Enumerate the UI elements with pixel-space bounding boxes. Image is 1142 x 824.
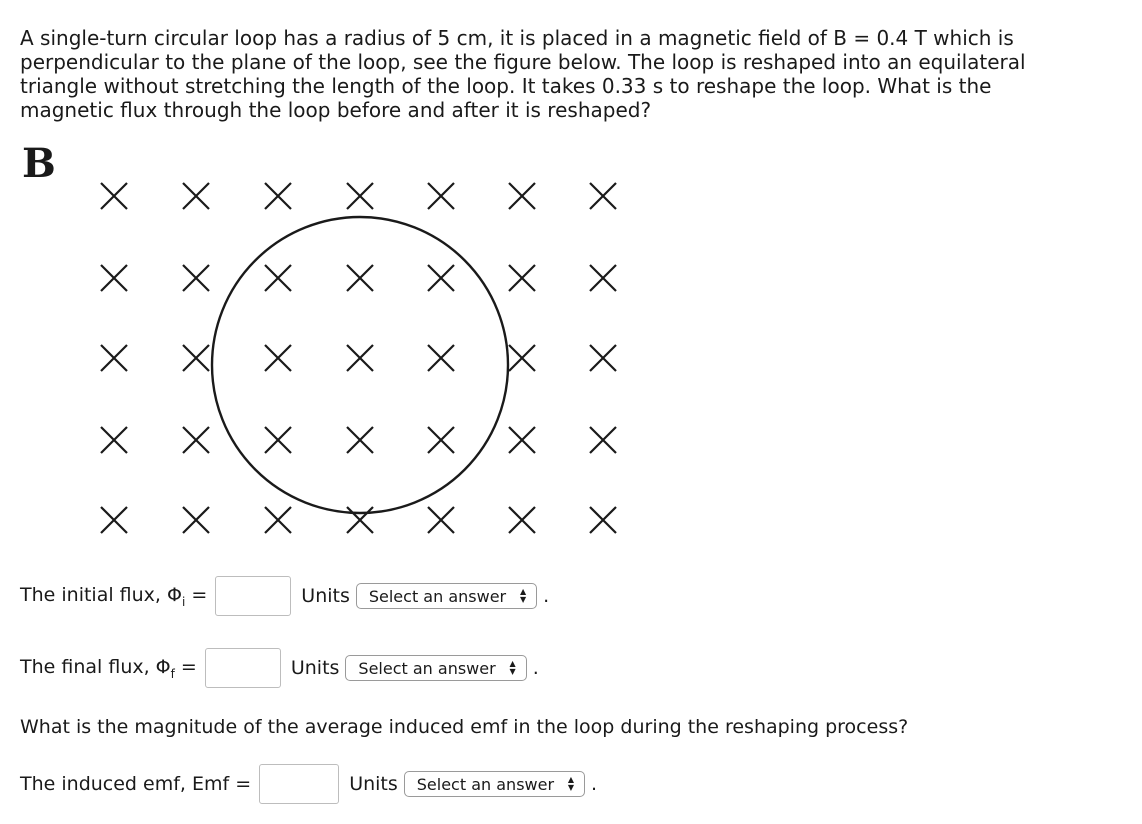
field-cross-icon: [347, 265, 373, 291]
select-arrows-icon: ▲ ▼: [509, 659, 516, 676]
select-arrows-icon: ▲ ▼: [519, 587, 527, 604]
magnetic-field-label: B: [22, 140, 56, 187]
field-cross-icon: [101, 265, 127, 291]
field-cross-icon: [428, 265, 454, 291]
field-cross-icon: [183, 427, 209, 453]
field-cross-icon: [101, 507, 127, 533]
field-cross-icon: [101, 183, 127, 209]
field-cross-icon: [590, 345, 616, 371]
initial-flux-row: The initial flux, $\Phi_i$ = Units Select an answer ▲ ▼ .: [20, 576, 549, 616]
initial-flux-input[interactable]: [215, 576, 291, 616]
field-cross-icon: [183, 183, 209, 209]
field-cross-icon: [428, 345, 454, 371]
field-cross-icon: [101, 345, 127, 371]
field-cross-icon: [509, 427, 535, 453]
field-cross-icon: [265, 265, 291, 291]
field-cross-icon: [590, 265, 616, 291]
field-cross-icon: [509, 507, 535, 533]
final-flux-label: The final flux, $\Phi_f$ =: [20, 655, 197, 681]
field-cross-icon: [590, 507, 616, 533]
field-cross-icon: [183, 507, 209, 533]
field-cross-icon: [347, 345, 373, 371]
initial-flux-label: The initial flux, $\Phi_i$ =: [20, 583, 208, 609]
emf-input[interactable]: [259, 764, 339, 804]
final-flux-input[interactable]: [205, 648, 281, 688]
field-cross-icon: [428, 507, 454, 533]
field-cross-icon: [265, 507, 291, 533]
field-cross-icon: [347, 183, 373, 209]
circular-loop: [212, 217, 508, 513]
field-cross-icon: [183, 265, 209, 291]
emf-question: What is the magnitude of the average induced emf in the loop during the reshaping process?: [20, 716, 909, 738]
final-flux-units-select[interactable]: Select an answer ▲ ▼: [345, 655, 526, 681]
field-cross-icon: [509, 183, 535, 209]
initial-flux-units-select[interactable]: Select an answer ▲ ▼: [356, 583, 537, 609]
emf-row: The induced emf, Emf = Units Select an answer ▲ ▼ .: [20, 764, 597, 804]
field-cross-icon: [265, 183, 291, 209]
field-cross-icon: [347, 427, 373, 453]
field-cross-icon: [509, 265, 535, 291]
field-cross-icon: [428, 183, 454, 209]
initial-flux-units-label: Units: [301, 585, 350, 607]
final-flux-row: The final flux, $\Phi_f$ = Units Select an answer ▲ ▼ .: [20, 648, 539, 688]
field-cross-icon: [265, 427, 291, 453]
emf-label: The induced emf, Emf =: [20, 773, 252, 795]
field-cross-icon: [428, 427, 454, 453]
problem-statement: A single-turn circular loop has a radius of 5 cm, it is placed in a magnetic field of B = 0.4 T which is perpendicular to the plane of the loop, see the figure below. The loop is reshaped into an equilateral triangle without stretching the length of the loop. It takes 0.33 s to reshape the loop. What is the magnetic flux through the loop before and after it is reshaped?: [20, 26, 1026, 122]
emf-units-label: Units: [349, 773, 398, 795]
select-arrows-icon: ▲ ▼: [567, 775, 575, 792]
field-cross-icon: [509, 345, 535, 371]
field-cross-icon: [183, 345, 209, 371]
field-cross-icon: [347, 507, 373, 533]
field-cross-icon: [590, 183, 616, 209]
field-cross-icon: [101, 427, 127, 453]
emf-units-select[interactable]: Select an answer ▲ ▼: [404, 771, 585, 797]
field-cross-icon: [590, 427, 616, 453]
field-cross-icon: [265, 345, 291, 371]
final-flux-units-label: Units: [290, 657, 340, 679]
